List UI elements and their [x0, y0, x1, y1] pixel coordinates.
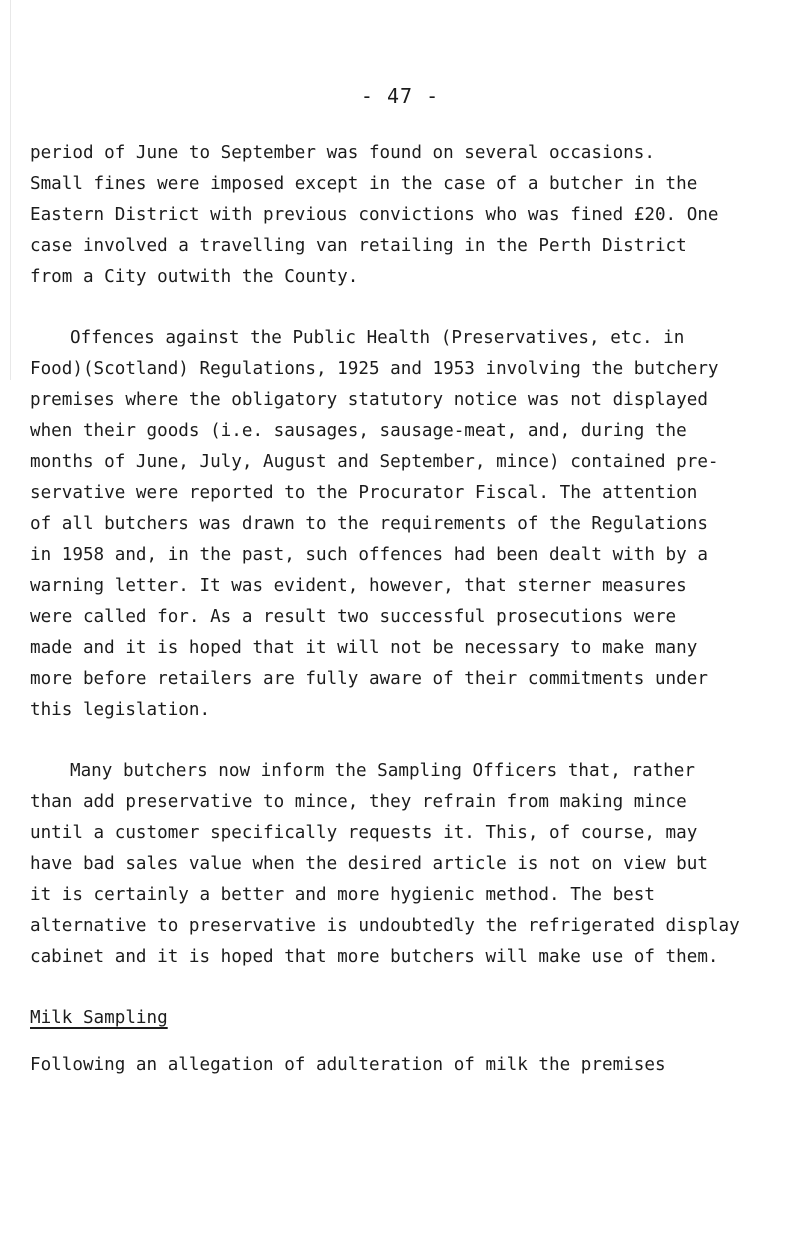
text-line: period of June to September was found on several occasions.	[30, 143, 655, 163]
paragraph-june-september	[30, 138, 790, 293]
text-line: Following an allegation of adulteration of milk the premises	[30, 1055, 666, 1075]
text-line: when their goods (i.e. sausages, sausage-meat, and, during the	[30, 421, 687, 441]
text-line: warning letter. It was evident, however, that sterner measures	[30, 576, 687, 596]
page-number: - 47 -	[360, 84, 440, 108]
paragraph-offences-preservatives	[30, 323, 790, 726]
text-line: in 1958 and, in the past, such offences had been dealt with by a	[30, 545, 708, 565]
text-line: Food)(Scotland) Regulations, 1925 and 1953 involving the butchery	[30, 359, 719, 379]
text-line: were called for. As a result two successful prosecutions were	[30, 607, 677, 627]
text-line: than add preservative to mince, they refrain from making mince	[30, 792, 687, 812]
text-line: this legislation.	[30, 700, 211, 720]
text-line: until a customer specifically requests it. This, of course, may	[30, 823, 698, 843]
section-heading: Milk Sampling	[30, 1008, 168, 1028]
text-line: case involved a travelling van retailing in the Perth District	[30, 236, 687, 256]
page-edge-shadow	[0, 0, 11, 380]
document-body	[30, 138, 790, 1081]
paragraph-butchers-mince	[30, 756, 790, 973]
text-line: cabinet and it is hoped that more butchers will make use of them.	[30, 947, 719, 967]
text-line: from a City outwith the County.	[30, 267, 359, 287]
text-line: Eastern District with previous convictions who was fined £20. One	[30, 205, 719, 225]
text-line: it is certainly a better and more hygienic method. The best	[30, 885, 655, 905]
section-milk-sampling	[30, 1003, 790, 1081]
text-line: alternative to preservative is undoubtedly the refrigerated display	[30, 916, 740, 936]
text-line: Offences against the Public Health (Preservatives, etc. in	[70, 328, 685, 348]
text-line: more before retailers are fully aware of their commitments under	[30, 669, 708, 689]
text-line: Many butchers now inform the Sampling Officers that, rather	[70, 761, 695, 781]
text-line: servative were reported to the Procurator Fiscal. The attention	[30, 483, 698, 503]
text-line: of all butchers was drawn to the requirements of the Regulations	[30, 514, 708, 534]
text-line: made and it is hoped that it will not be necessary to make many	[30, 638, 698, 658]
text-line: premises where the obligatory statutory notice was not displayed	[30, 390, 708, 410]
text-line: have bad sales value when the desired article is not on view but	[30, 854, 708, 874]
text-line: months of June, July, August and September, mince) contained pre-	[30, 452, 719, 472]
text-line: Small fines were imposed except in the case of a butcher in the	[30, 174, 698, 194]
